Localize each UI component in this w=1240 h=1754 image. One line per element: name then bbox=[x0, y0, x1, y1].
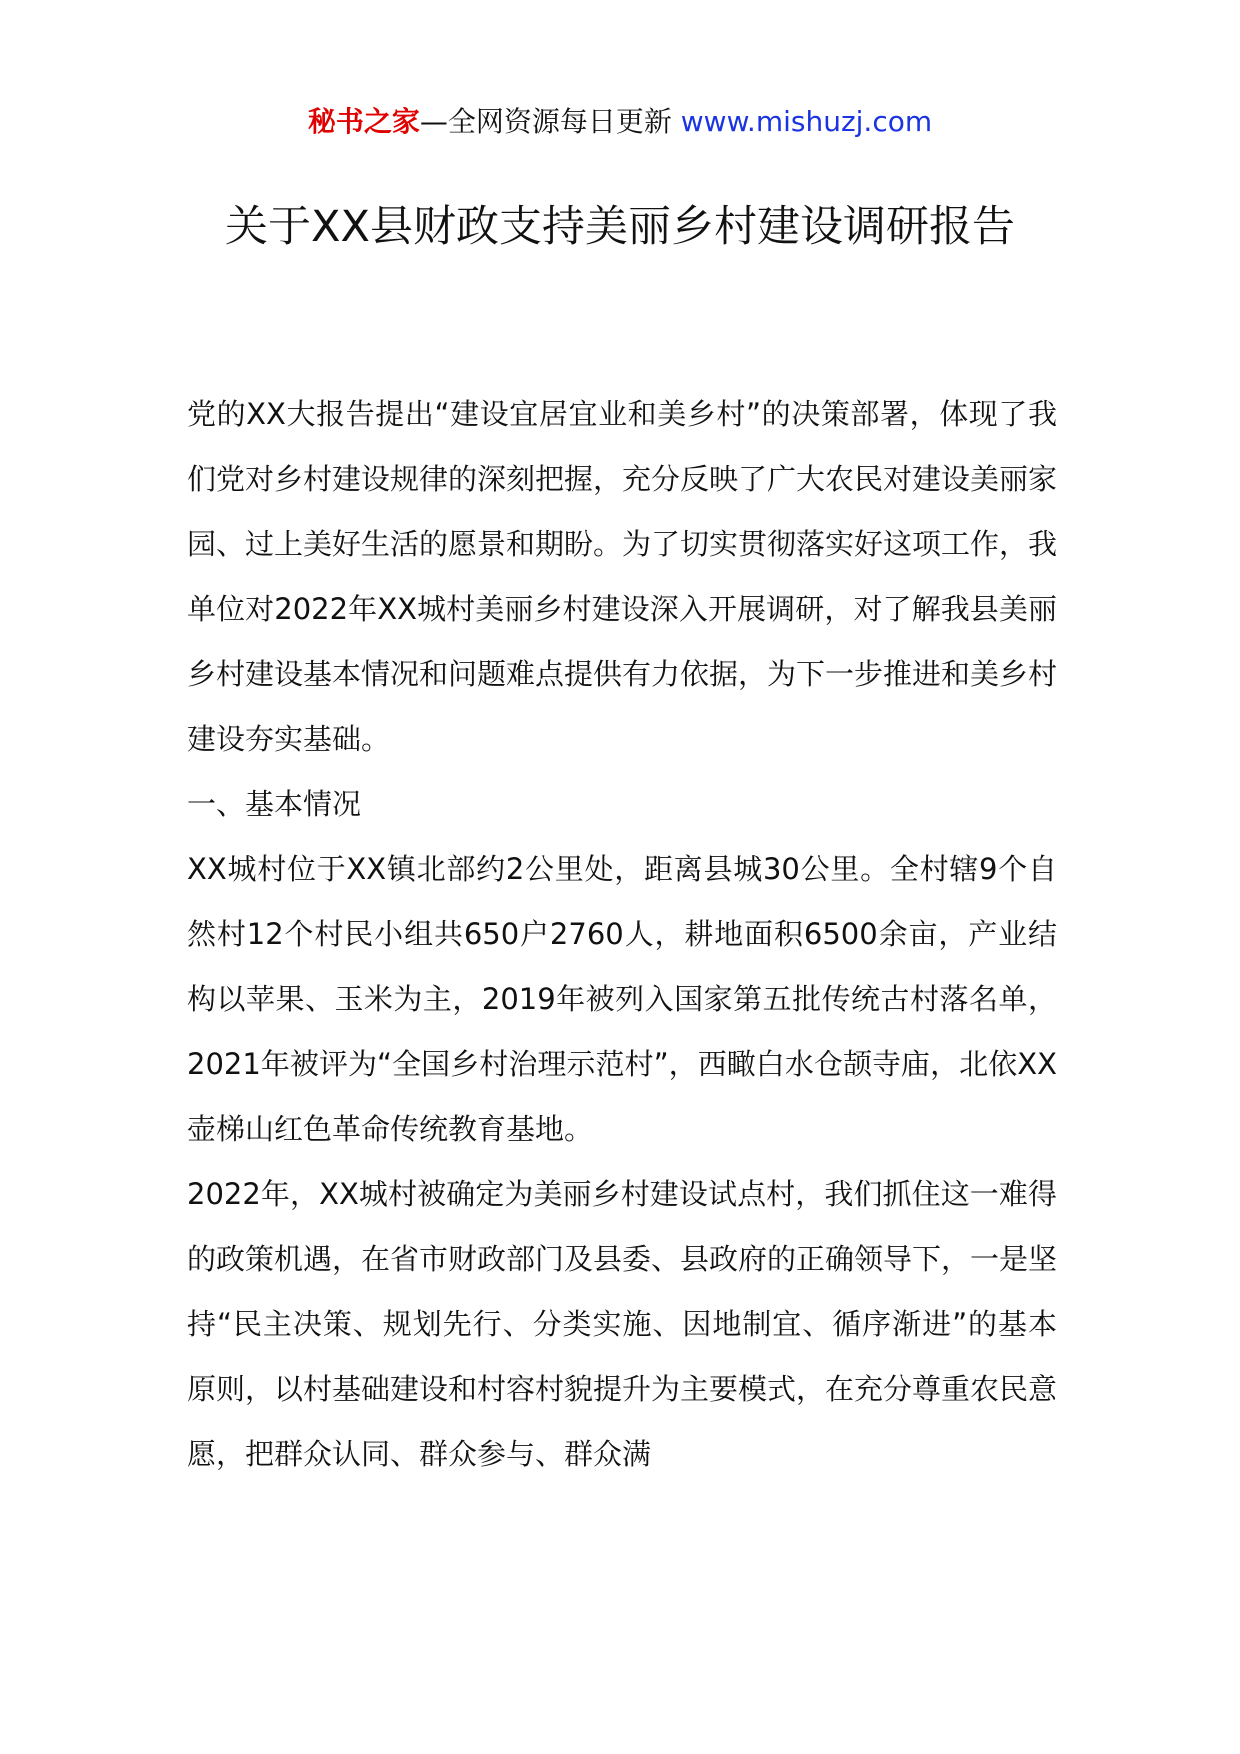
section-heading-basic-situation: 一、基本情况 bbox=[187, 787, 362, 821]
document-body bbox=[187, 382, 1057, 1487]
header-tagline: —全网资源每日更新 bbox=[419, 105, 681, 138]
paragraph-pilot-2022: 2022年，XX城村被确定为美丽乡村建设试点村，我们抓住这一难得的政策机遇，在省市财政部门及县委、县政府的正确领导下，一是坚持“民主决策、规划先行、分类实施、因地制宜、循序渐进”的基本原则，以村基础建设和村容村貌提升为主要模式，在充分尊重农民意愿，把群众认同、群众参与、群众满 bbox=[187, 1177, 1058, 1471]
paragraph-intro: 党的XX大报告提出“建设宜居宜业和美乡村”的决策部署，体现了我们党对乡村建设规律的深刻把握，充分反映了广大农民对建设美丽家园、过上美好生活的愿景和期盼。为了切实贯彻落实好这项工作，我单位对2022年XX城村美丽乡村建设深入开展调研，对了解我县美丽乡村建设基本情况和问题难点提供有力依据，为下一步推进和美乡村建设夯实基础。 bbox=[187, 397, 1058, 756]
paragraph-village-overview: XX城村位于XX镇北部约2公里处，距离县城30公里。全村辖9个自然村12个村民小组共650户2760人，耕地面积6500余亩，产业结构以苹果、玉米为主，2019年被列入国家第五批传统古村落名单，2021年被评为“全国乡村治理示范村”，西瞰白水仓颉寺庙，北依XX壶梯山红色革命传统教育基地。 bbox=[187, 852, 1057, 1146]
site-header bbox=[0, 102, 1240, 142]
site-url-link[interactable]: www.mishuzj.com bbox=[680, 105, 933, 138]
brand-name: 秘书之家 bbox=[307, 105, 420, 138]
document-title: 关于XX县财政支持美丽乡村建设调研报告 bbox=[225, 202, 1015, 252]
